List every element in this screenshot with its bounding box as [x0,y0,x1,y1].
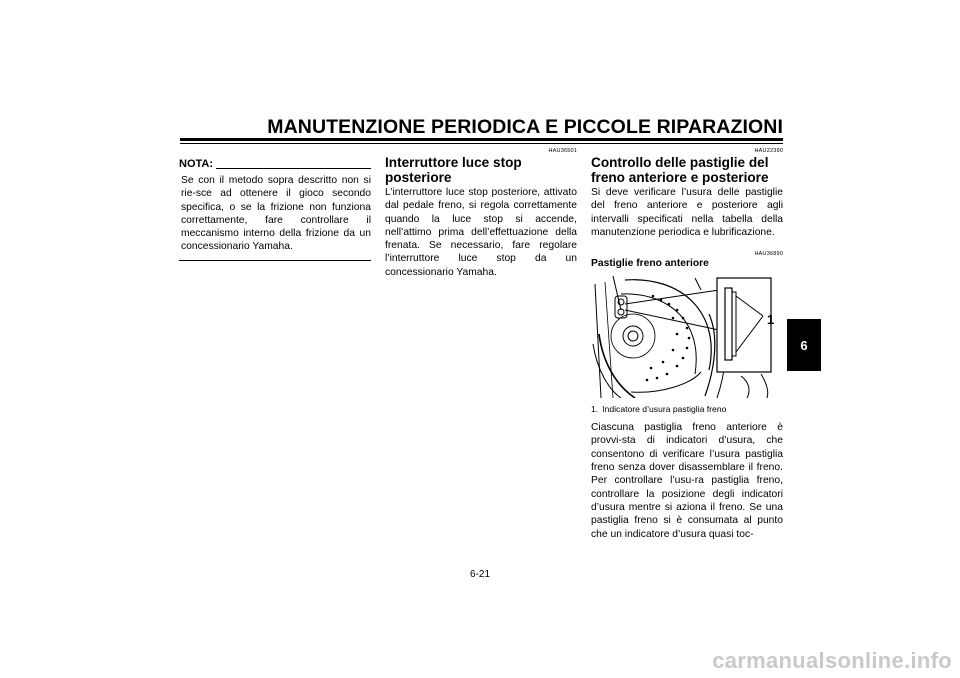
header-rule-thick [180,138,783,141]
section-body-front-pads: Ciascuna pastiglia freno anteriore è provvi-sta di indicatori d’usura, che consentono di verificare l’usura pastiglia freno senza dover disassemblare il freno. Per controllare l’usu-ra pastiglia freno, controllare la posizione degli indicatori d’usura mentre si aziona il freno. Se una pastiglia freno si è consumata al punto che un indicatore d’usura quasi toc- [591,422,783,540]
column-3 [591,148,783,541]
figure-callout-1: 1 [767,312,775,328]
section-title-brake-pads: Controllo delle pastiglie del freno anteriore e posteriore [591,155,769,185]
section-code: HAU36501 [548,148,577,154]
watermark: carmanualsonline.info [712,648,952,673]
nota-text: Se con il metodo sopra descritto non si rie-sce ad ottenere il gioco secondo specifica, o se la frizione non funziona correttamente, fare controllare il meccanismo interno della frizione da un concessionario Yamaha. [181,175,371,253]
section-title-stop-switch: Interruttore luce stop posteriore [385,155,522,185]
nota-heading [179,156,371,174]
section-code: HAU22390 [754,148,783,154]
section-text-stop-switch: L’interruttore luce stop posteriore, attivato dal pedale freno, si regola correttamente quando la luce stop si accende, nell’attimo prima dell’effettuazione della frenata. Se necessario, fare regolare l’interruttore luce stop da un concessionario Yamaha. [385,187,577,278]
nota-top-rule [216,168,371,169]
page-header-title: MANUTENZIONE PERIODICA E PICCOLE RIPARAZIONI [267,116,783,138]
brake-pad-illustration [591,274,783,398]
subsection-heading-front-pads: Pastiglie freno anteriore [591,258,709,270]
caption-text: Indicatore d’usura pastiglia freno [602,404,727,415]
figure-caption [591,404,783,415]
section-intro-brake-pads: Si deve verificare l’usura delle pastiglie del freno anteriore e posteriore agli intervalli specificati nella tabella della manutenzione periodica e lubrificazione. [591,187,783,238]
brake-disc-drawing [591,274,783,398]
subsection-code: HAU36890 [754,251,783,258]
caption-number: 1. [591,404,599,415]
header-rule-thin [180,143,783,144]
chapter-tab: 6 [787,319,821,371]
nota-bottom-rule [179,260,371,261]
column-1 [179,148,371,261]
nota-label: NOTA: [179,158,214,170]
page-number: 6-21 [469,569,490,580]
column-2 [385,148,577,279]
